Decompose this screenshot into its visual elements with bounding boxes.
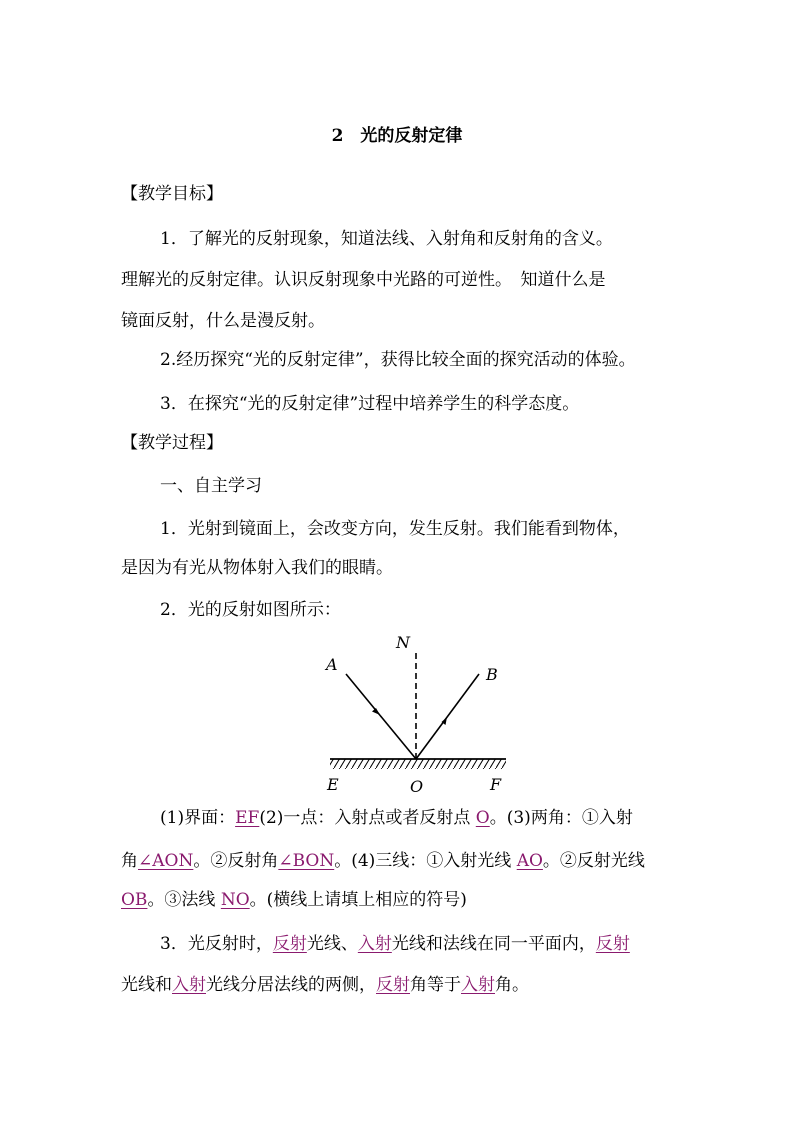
reflected-ray [416,674,479,759]
text: 。(3)两角：①入射 [489,808,633,828]
answer-blank: EF [235,808,260,828]
text: 。(4)三线：①入射光线 [334,851,517,871]
text: 角 [121,851,138,871]
goal-2: 2.经历探究“光的反射定律”，获得比较全面的探究活动的体验。 [160,350,636,370]
goal-1-line-3: 镜面反射，什么是漫反射。 [121,311,325,331]
answer-blank: ∠AON [138,851,194,871]
answer-blank: 反射 [272,934,307,954]
answer-blank: AO [516,851,543,871]
item-1-line-1: 1．光射到镜面上，会改变方向，发生反射。我们能看到物体， [160,519,630,539]
part-1-heading: 一、自主学习 [160,476,262,496]
item-2: 2．光的反射如图所示： [160,600,341,620]
label-o: O [410,777,424,796]
answer-blank: 入射 [357,934,392,954]
fill-in-line-3 [121,888,467,912]
text: 。②反射角 [193,851,279,871]
answer-blank: 入射 [172,975,206,995]
reflection-diagram [316,628,516,800]
section-heading-process: 【教学过程】 [121,433,223,453]
answer-blank: NO [220,890,250,910]
text: 。③法线 [147,890,221,910]
label-n: N [396,633,410,652]
item-3-line-2 [121,973,529,997]
text: 。②反射光线 [542,851,645,871]
goal-3: 3．在探究“光的反射定律”过程中培养学生的科学态度。 [160,394,580,414]
answer-blank: O [475,808,490,828]
answer-blank: ∠BON [278,851,335,871]
goal-1-line-1: 1．了解光的反射现象，知道法线、入射角和反射角的含义。 [160,229,613,249]
text: 光线、 [306,934,358,954]
text: 角。 [495,975,529,995]
label-a: A [326,655,338,674]
section-heading-goals: 【教学目标】 [121,184,223,204]
label-b: B [486,665,498,684]
text: 角等于 [410,975,461,995]
answer-blank: 反射 [376,975,410,995]
text: 光线和 [121,975,172,995]
text: 光线分居法线的两侧， [206,975,376,995]
label-f: F [490,775,502,794]
fill-in-line-2 [121,849,645,873]
page-title: 2 光的反射定律 [331,126,463,146]
incident-arrow [372,708,380,715]
text: 。(横线上请填上相应的符号) [249,890,467,910]
mirror-hatching [330,759,506,769]
answer-blank: 入射 [461,975,495,995]
item-3-line-1 [160,932,630,956]
text: (1)界面： [160,808,236,828]
fill-in-line-1 [160,806,633,830]
answer-blank: 反射 [595,934,630,954]
incident-ray [346,674,416,759]
text: 3．光反射时， [160,934,273,954]
goal-1-line-2: 理解光的反射定律。认识反射现象中光路的可逆性。 知道什么是 [121,270,606,290]
text: 光线和法线在同一平面内， [391,934,596,954]
text: (2)一点：入射点或者反射点 [259,808,476,828]
item-1-line-2: 是因为有光从物体射入我们的眼睛。 [121,558,393,578]
answer-blank: OB [121,890,148,910]
label-e: E [327,775,339,794]
